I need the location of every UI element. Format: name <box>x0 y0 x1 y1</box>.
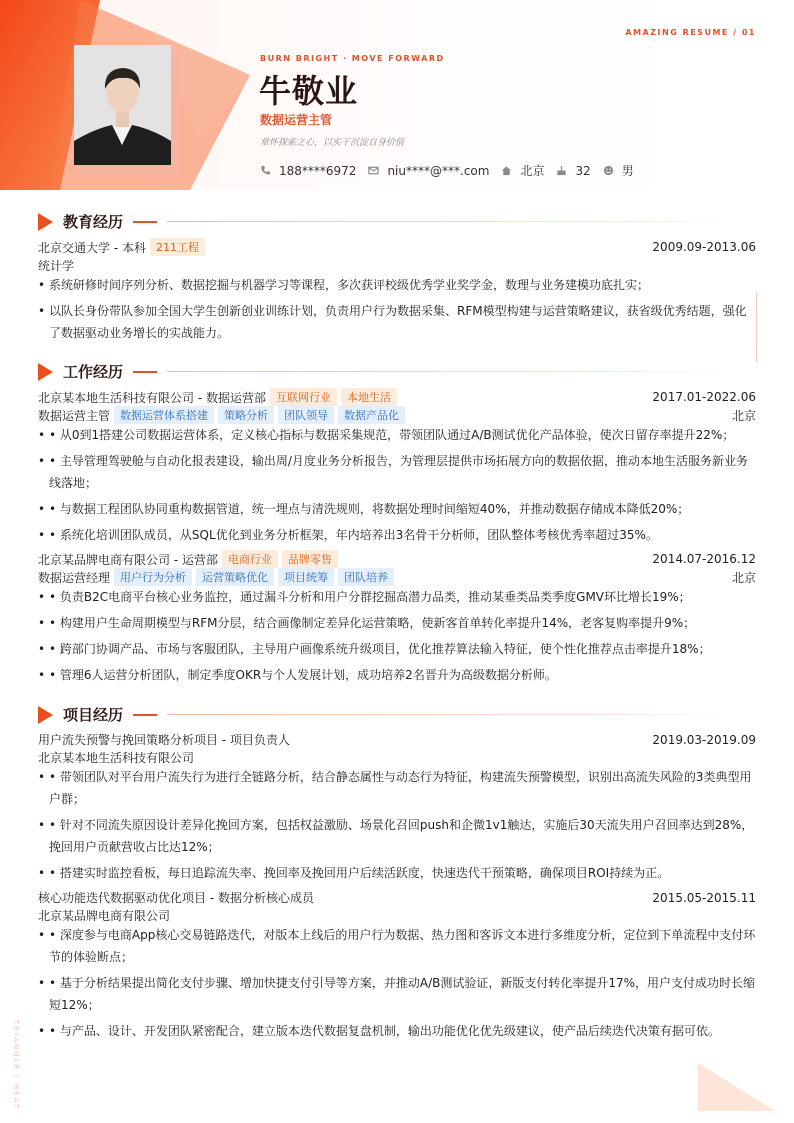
project-name: 用户流失预警与挽回策略分析项目 - 项目负责人 <box>38 733 290 747</box>
section-rule <box>167 714 738 715</box>
work-title-row <box>38 568 756 586</box>
project-bullet: • • 基于分析结果提出简化支付步骤、增加快捷支付引导等方案，并推动A/B测试验证，新版支付转化率提升17%，用户支付成功时长缩短12%； <box>38 972 756 1016</box>
project-bullet: • • 针对不同流失原因设计差异化挽回方案，包括权益激励、场景化召回push和企微1v1触达，实施后30天流失用户召回率达到28%，挽回用户贡献营收占比达12%； <box>38 814 756 858</box>
skill-tag: 团队领导 <box>278 406 334 424</box>
avatar-photo <box>74 45 171 165</box>
skill-tag: 用户行为分析 <box>114 568 192 586</box>
cake-icon <box>556 165 567 176</box>
gender-text: 男 <box>621 164 634 178</box>
motto: 常怀探索之心，以实干沉淀自身价值 <box>260 138 405 148</box>
age-text: 32 <box>575 163 591 178</box>
side-caption: TRIANGLE / HEAT <box>12 1020 20 1110</box>
work-bullet: • • 主导管理驾驶舱与自动化报表建设，输出周/月度业务分析报告，为管理层提供市场拓展方向的数据依据，推动本地生活服务新业务线落地； <box>38 450 756 494</box>
industry-tag: 本地生活 <box>341 388 397 406</box>
education-major: 统计学 <box>38 259 75 273</box>
candidate-name: 牛敬业 <box>259 72 359 110</box>
side-rule <box>756 292 757 362</box>
work-title: 数据运营经理 <box>38 570 111 585</box>
project-bullet: • • 与产品、设计、开发团队紧密配合，建立版本迭代数据复盘机制，输出功能优化优先级建议，使产品后续迭代决策有据可依。 <box>38 1020 756 1042</box>
section-header-work <box>38 361 738 382</box>
home-icon <box>501 165 512 176</box>
project-date: 2015.05-2015.11 <box>652 890 756 905</box>
section-title: 教育经历 <box>63 213 124 231</box>
work-bullet: • • 跨部门协调产品、市场与客服团队，主导用户画像系统升级项目，优化推荐算法输入特征，使个性化推荐点击率提升18%； <box>38 638 756 660</box>
skill-tag: 项目统筹 <box>278 568 334 586</box>
section-header-education <box>38 211 738 232</box>
section-triangle-icon <box>38 706 53 724</box>
section-dash <box>133 714 157 716</box>
section-title: 项目经历 <box>63 706 124 724</box>
contact-gender <box>603 162 634 179</box>
phone-icon <box>260 165 271 176</box>
project-bullet: • • 深度参与电商App核心交易链路迭代，对版本上线后的用户行为数据、热力图和客诉文本进行多维度分析，定位到下单流程中支付环节的体验断点； <box>38 924 756 968</box>
education-row <box>38 238 756 256</box>
project-row <box>38 889 756 906</box>
work-date: 2014.07-2016.12 <box>652 552 756 566</box>
phone-text: 188****6972 <box>279 163 357 178</box>
project-company-row <box>38 907 756 924</box>
portrait-image <box>74 45 171 165</box>
work-company: 北京某品牌电商有限公司 - 运营部 <box>38 552 218 567</box>
work-date: 2017.01-2022.06 <box>652 390 756 404</box>
project-name: 核心功能迭代数据驱动优化项目 - 数据分析核心成员 <box>38 891 314 905</box>
city-text: 北京 <box>520 164 545 178</box>
industry-tag: 电商行业 <box>222 550 278 568</box>
section-triangle-icon <box>38 363 53 381</box>
skill-tag: 数据产品化 <box>338 406 405 424</box>
project-date: 2019.03-2019.09 <box>652 732 756 747</box>
project-row <box>38 731 756 748</box>
skill-tag: 数据运营体系搭建 <box>114 406 214 424</box>
work-location: 北京 <box>731 570 756 585</box>
education-bullet: • 系统研修时间序列分析、数据挖掘与机器学习等课程，多次获评校级优秀学业奖学金，数理与业务建模功底扎实； <box>38 274 756 296</box>
candidate-role: 数据运营主管 <box>260 113 333 127</box>
section-dash <box>133 371 157 373</box>
industry-tag: 互联网行业 <box>270 388 337 406</box>
section-title: 工作经历 <box>63 363 124 381</box>
mail-icon <box>368 165 379 176</box>
skill-tag: 策略分析 <box>218 406 274 424</box>
page-marker: AMAZING RESUME / 01 <box>625 28 756 37</box>
industry-tag: 品牌零售 <box>282 550 338 568</box>
education-date: 2009.09-2013.06 <box>652 240 756 254</box>
project-bullet: • • 搭建实时监控看板，每日追踪流失率、挽回率及挽回用户后续活跃度，快速迭代干预策略，确保项目ROI持续为正。 <box>38 862 756 884</box>
work-company-row <box>38 388 756 406</box>
contact-email <box>368 164 489 178</box>
education-tag: 211工程 <box>150 238 205 256</box>
education-major-row <box>38 257 756 274</box>
work-bullet: • • 构建用户生命周期模型与RFM分层，结合画像制定差异化运营策略，使新客首单转化率提升14%，老客复购率提升9%； <box>38 612 756 634</box>
project-company: 北京某品牌电商有限公司 <box>38 909 171 923</box>
section-dash <box>133 221 157 223</box>
work-bullet: • • 负责B2C电商平台核心业务监控，通过漏斗分析和用户分群挖掘高潜力品类，推动某垂类品类季度GMV环比增长19%； <box>38 586 756 608</box>
project-company-row <box>38 749 756 766</box>
project-bullet: • • 带领团队对平台用户流失行为进行全链路分析，结合静态属性与动态行为特征，构建流失预警模型，识别出高流失风险的3类典型用户群； <box>38 766 756 810</box>
work-bullet: • • 与数据工程团队协同重构数据管道，统一埋点与清洗规则，将数据处理时间缩短40%，并推动数据存储成本降低20%； <box>38 498 756 520</box>
footer-triangle-decoration <box>690 1058 780 1113</box>
work-company-row <box>38 550 756 568</box>
education-bullet: • 以队长身份带队参加全国大学生创新创业训练计划，负责用户行为数据采集、RFM模型构建与运营策略建议，获省级优秀结题，强化了数据驱动业务增长的实战能力。 <box>38 300 756 344</box>
email-text: niu****@***.com <box>387 163 490 178</box>
work-bullet: • • 管理6人运营分析团队，制定季度OKR与个人发展计划，成功培养2名晋升为高级数据分析师。 <box>38 664 756 686</box>
skill-tag: 团队培养 <box>338 568 394 586</box>
section-rule <box>167 221 738 222</box>
contact-bar <box>260 162 646 179</box>
section-rule <box>167 371 738 372</box>
work-title: 数据运营主管 <box>38 408 111 423</box>
work-bullet: • • 从0到1搭建公司数据运营体系，定义核心指标与数据采集规范，带领团队通过A/B测试优化产品体验，使次日留存率提升22%； <box>38 424 756 446</box>
skill-tag: 运营策略优化 <box>196 568 274 586</box>
section-triangle-icon <box>38 213 53 231</box>
contact-phone <box>260 164 356 178</box>
work-location: 北京 <box>731 408 756 423</box>
project-company: 北京某本地生活科技有限公司 <box>38 751 195 765</box>
work-company: 北京某本地生活科技有限公司 - 数据运营部 <box>38 390 266 405</box>
contact-city <box>501 162 544 179</box>
section-header-projects <box>38 704 738 725</box>
work-title-row <box>38 406 756 424</box>
tagline: BURN BRIGHT · MOVE FORWARD <box>260 54 445 63</box>
contact-age <box>556 164 590 178</box>
work-bullet: • • 系统化培训团队成员，从SQL优化到业务分析框架，年内培养出3名骨干分析师，团队整体考核优秀率超过35%。 <box>38 524 756 546</box>
education-school: 北京交通大学 - 本科 <box>38 240 146 255</box>
smile-icon <box>603 165 614 176</box>
